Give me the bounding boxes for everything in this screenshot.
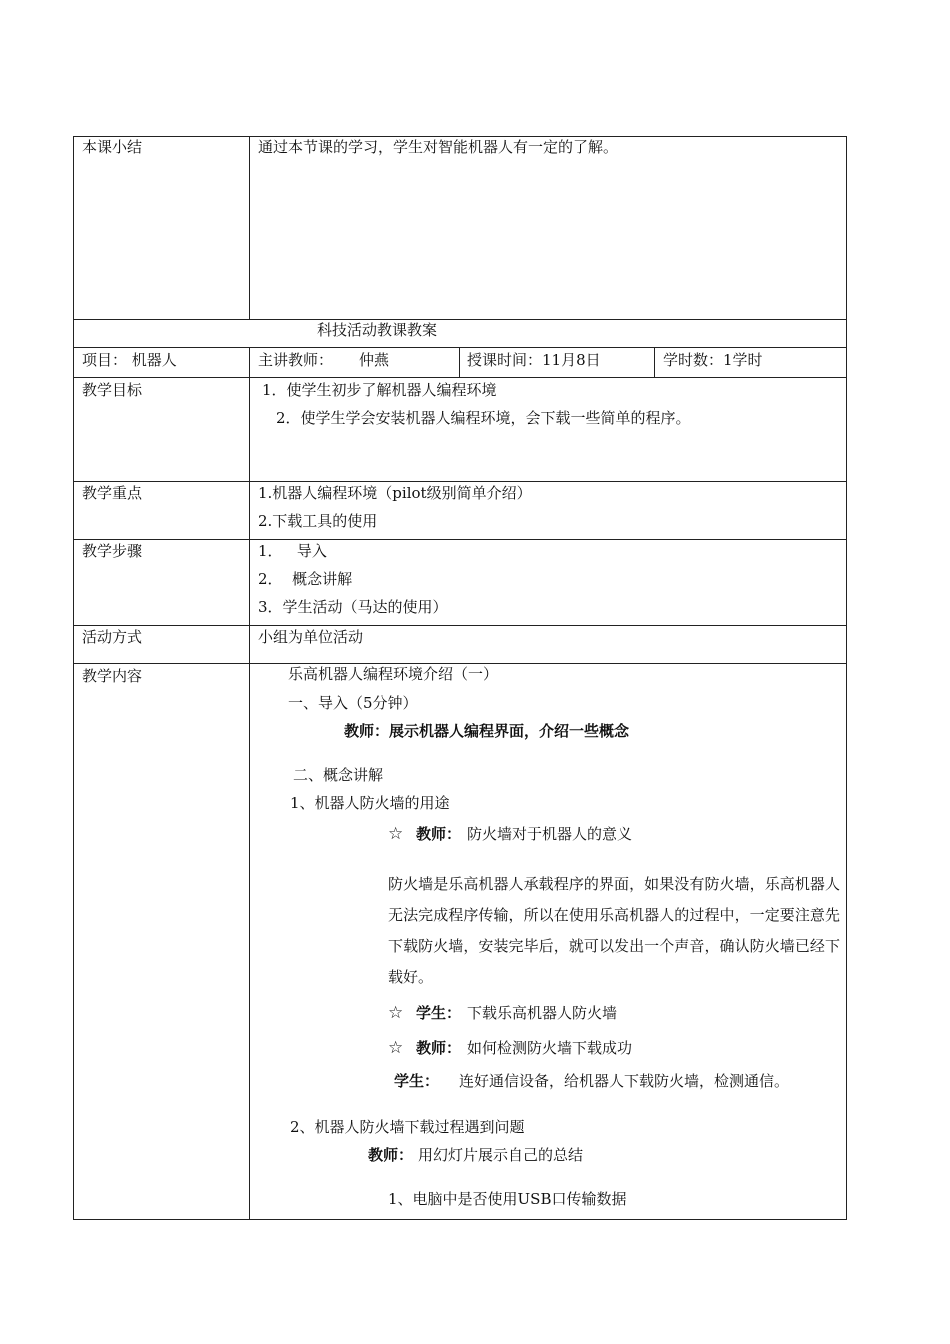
student-text: 连好通信设备，给机器人下载防火墙，检测通信。 [459, 1072, 790, 1090]
teacher-name: 仲燕 [359, 351, 390, 369]
teacher-text: 如何检测防火墙下载成功 [467, 1039, 633, 1057]
teacher-label: 主讲教师： [258, 351, 334, 369]
student-label: 学生： [394, 1072, 440, 1090]
item2-heading: 2、机器人防火墙下载过程遇到问题 [290, 1118, 525, 1136]
objectives-label: 教学目标 [82, 381, 143, 399]
teacher-text: 防火墙对于机器人的意义 [467, 825, 633, 843]
teacher-label: 教师： [416, 1039, 462, 1057]
focus-item: 1.机器人编程环境（pilot级别简单介绍） [258, 484, 532, 502]
teacher-label: 教师： [368, 1146, 414, 1164]
content-label: 教学内容 [82, 667, 143, 685]
step-item: 3．学生活动（马达的使用） [258, 598, 448, 616]
hours-cell: 学时数：1学时 [663, 351, 763, 369]
row-divider [73, 481, 847, 482]
intro-heading: 一、导入（5分钟） [288, 694, 418, 712]
steps-label: 教学步骤 [82, 542, 143, 560]
objective-item: 1．使学生初步了解机器人编程环境 [262, 381, 497, 399]
activity-label: 活动方式 [82, 628, 143, 646]
row-divider [73, 377, 847, 378]
content-title: 乐高机器人编程环境介绍（一） [288, 665, 499, 683]
project-cell: 项目： 机器人 [82, 351, 177, 369]
question-item: 1、电脑中是否使用USB口传输数据 [388, 1190, 627, 1208]
row-divider [73, 347, 847, 348]
column-divider [249, 136, 250, 319]
star-icon: ☆ [388, 1003, 404, 1023]
column-divider [249, 347, 250, 1220]
item1-heading: 1、机器人防火墙的用途 [290, 794, 450, 812]
focus-item: 2.下载工具的使用 [258, 512, 378, 530]
step-item: 2． 概念讲解 [258, 570, 353, 588]
row-divider [73, 319, 847, 320]
summary-text: 通过本节课的学习，学生对智能机器人有一定的了解。 [258, 138, 619, 156]
summary-label: 本课小结 [82, 138, 143, 156]
intro-teacher: 教师：展示机器人编程界面，介绍一些概念 [344, 722, 630, 740]
row-divider [73, 539, 847, 540]
star-icon: ☆ [388, 1038, 404, 1058]
focus-label: 教学重点 [82, 484, 143, 502]
activity-text: 小组为单位活动 [258, 628, 364, 646]
column-divider [654, 347, 655, 377]
concept-heading: 二、概念讲解 [293, 766, 384, 784]
student-label: 学生： [416, 1004, 462, 1022]
teacher-label: 教师： [416, 825, 462, 843]
star-icon: ☆ [388, 824, 404, 844]
plan-title: 科技活动教课教案 [317, 321, 438, 339]
objective-item: 2．使学生学会安装机器人编程环境，会下载一些简单的程序。 [276, 409, 691, 427]
row-divider [73, 625, 847, 626]
column-divider [459, 347, 460, 377]
step-item: 1． 导入 [258, 542, 327, 560]
firewall-paragraph: 防火墙是乐高机器人承载程序的界面，如果没有防火墙，乐高机器人无法完成程序传输，所以在使用乐高机器人的过程中，一定要注意先下载防火墙，安装完毕后，就可以发出一个声音，确认防火墙已经下载好。 [388, 875, 840, 986]
time-cell: 授课时间：11月8日 [467, 351, 601, 369]
teacher-text: 用幻灯片展示自己的总结 [418, 1146, 584, 1164]
student-text: 下载乐高机器人防火墙 [467, 1004, 618, 1022]
